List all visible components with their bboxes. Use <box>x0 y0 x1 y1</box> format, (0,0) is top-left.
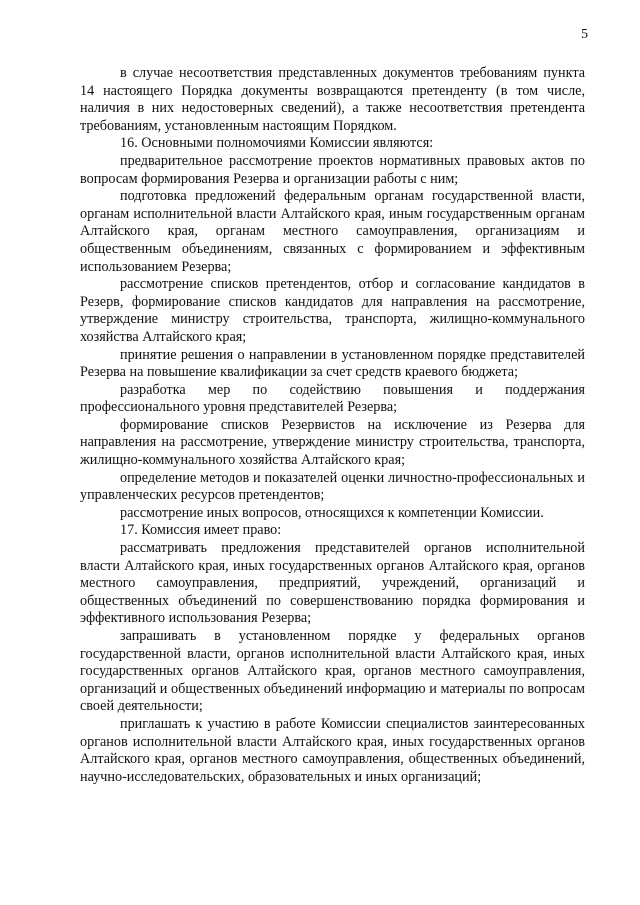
paragraph-16-heading: 16. Основными полномочиями Комиссии являются: <box>120 135 434 152</box>
list-item-candidate-lists: рассмотрение списков претендентов, отбор и согласование кандидатов в Резерв, формирование списков кандидатов для направления на рассмотрение, утверждение министру строительства, транспорта, жилищно-коммунального хозяйства Алтайского края; <box>80 276 585 345</box>
list-item-other-questions: рассмотрение иных вопросов, относящихся к компетенции Комиссии. <box>120 504 544 521</box>
list-item-qualification: принятие решения о направлении в установленном порядке представителей Резерва на повышение квалификации за счет средств краевого бюджета; <box>80 346 585 381</box>
document-body <box>80 65 585 786</box>
paragraph-17-heading: 17. Комиссия имеет право: <box>120 522 282 539</box>
paragraph-document-return: в случае несоответствия представленных документов требованиям пункта 14 настоящего Порядка документы возвращаются претенденту (в том числе, наличия в них недостоверных сведений), а также несоответствия претендента требованиям, установленным настоящим Порядком. <box>80 65 585 134</box>
list-item-assessment-methods: определение методов и показателей оценки личностно-профессиональных и управленческих ресурсов претендентов; <box>80 469 585 504</box>
list-item-professional-level: разработка мер по содействию повышения и поддержания профессионального уровня представителей Резерва; <box>80 381 585 416</box>
list-item-request-information: запрашивать в установленном порядке у федеральных органов государственной власти, органов исполнительной власти Алтайского края, иных государственных органов Алтайского края, органов местного самоуправления, организаций и общественных объединений информацию и материалы по вопросам своей деятельности; <box>80 628 585 715</box>
list-item-exclusion-lists: формирование списков Резервистов на исключение из Резерва для направления на рассмотрение, утверждение министру строительства, транспорта, жилищно-коммунального хозяйства Алтайского края; <box>80 416 585 469</box>
list-item-consider-proposals: рассматривать предложения представителей органов исполнительной власти Алтайского края, иных государственных органов Алтайского края, органов местного самоуправления, предприятий, учреждений, организаций и общественных объединений по совершенствованию порядка формирования и эффективного использования Резерва; <box>80 540 585 627</box>
page-number: 5 <box>581 27 588 42</box>
list-item-preliminary-review: предварительное рассмотрение проектов нормативных правовых актов по вопросам формирования Резерва и организации работы с ним; <box>80 152 585 187</box>
list-item-invite-specialists: приглашать к участию в работе Комиссии специалистов заинтересованных органов исполнительной власти Алтайского края, иных государственных органов Алтайского края, органов местного самоуправления, общественных объединений, научно-исследовательских, образовательных и иных организаций; <box>80 715 585 785</box>
list-item-proposals: подготовка предложений федеральным органам государственной власти, органам исполнительной власти Алтайского края, иным государственным органам Алтайского края, органам местного самоуправления, организациям и общественным объединениям, связанных с формированием и эффективным использованием Резерва; <box>80 188 585 275</box>
